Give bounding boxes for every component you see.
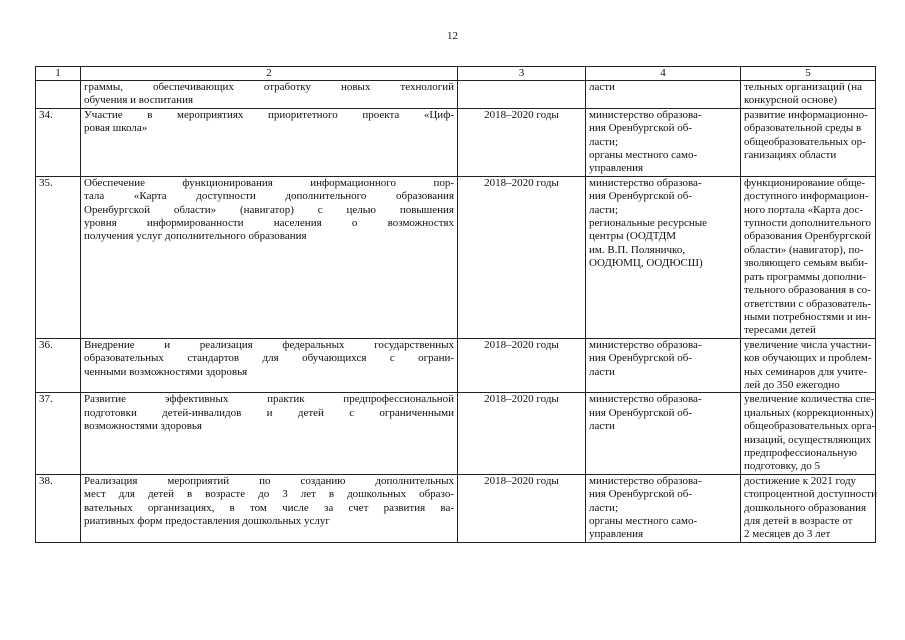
result-line: тельного образования в со- [744,284,871,297]
result-line: конкурсной основе) [744,94,837,107]
action-line: вательных организациях, в том числе за счет развития ва- [84,501,454,514]
table-row [36,474,876,542]
executors-line: органы местного само- [589,149,698,162]
result-line: области» (навигатор), по- [744,243,864,256]
result-line: ков обучающих и проблем- [744,352,872,365]
activity-cell [81,81,458,109]
action-line: образовательных стандартов для обучающихся с ограни- [84,352,454,365]
executors-cell [586,393,741,474]
action-line: тала «Карта доступности дополнительного образования [84,190,454,203]
executors-line: центры (ООДТДМ [589,230,677,243]
executors-line: ласти [589,81,615,93]
result-line: ганизациях области [744,149,837,162]
action-line: риативных форм предоставления дошкольных услуг [84,515,330,527]
table-row [36,81,876,109]
action-line: ченными возможностями здоровья [84,365,248,378]
executors-line: управления [589,528,644,541]
activity-cell [81,338,458,393]
result-line: ного портала «Карта дос- [744,203,864,216]
executors-line: ласти; [589,203,619,216]
executors-line: органы местного само- [589,515,698,527]
header-col-1: 1 [36,67,81,81]
header-col-3: 3 [458,67,586,81]
executors-line: ния Оренбургской об- [589,122,693,135]
action-line: Оренбургской области» (навигатор) с целью повышения [84,203,454,216]
result-line: рать программы дополни- [744,270,866,283]
executors-cell [586,176,741,338]
executors-line: им. В.П. Поляничко, [589,243,686,256]
executors-cell [586,108,741,176]
action-line: Реализация мероприятий по созданию дополнительных [84,474,454,487]
executors-line: ния Оренбургской об- [589,406,693,419]
result-cell [741,474,876,542]
action-plan-table [35,66,876,543]
activity-cell [81,393,458,474]
action-line: уровня информированности населения о возможностях [84,217,454,230]
action-line: граммы, обеспечивающих отработку новых технологий [84,81,454,93]
executors-line: министерство образова- [589,338,702,351]
executors-line: управления [589,162,644,175]
table-row [36,176,876,338]
action-line: подготовки детей-инвалидов и детей с ограниченными [84,406,454,419]
result-line: дошкольного образования [744,501,867,514]
period-cell: 2018–2020 годы [458,393,586,474]
result-cell [741,108,876,176]
action-line: мест для детей в возрасте до 3 лет в дошкольных образо- [84,488,454,501]
executors-cell [586,81,741,109]
action-line: Развитие эффективных практик предпрофессиональной [84,393,454,406]
executors-line: ласти; [589,501,619,514]
result-line: развитие информационно- [744,108,868,121]
header-col-2: 2 [81,67,458,81]
row-number: 37. [36,393,81,474]
result-line: 2 месяцев до 3 лет [744,528,831,541]
table-row [36,108,876,176]
executors-cell [586,474,741,542]
executors-line: ния Оренбургской об- [589,488,693,501]
result-line: стопроцентной доступности [744,488,877,501]
result-cell [741,338,876,393]
period-cell: 2018–2020 годы [458,338,586,393]
result-line: тельных организаций (на [744,81,862,93]
result-line: зволяющего семьям выби- [744,257,868,270]
row-number: 35. [36,176,81,338]
action-line: ровая школа» [84,122,148,135]
action-line: возможностями здоровья [84,420,202,433]
activity-cell [81,176,458,338]
result-line: предпрофессиональную [744,446,858,459]
result-line: низаций, осуществляющих [744,433,872,446]
action-line: Участие в мероприятиях приоритетного проекта «Циф- [84,108,454,121]
result-line: общеобразовательных ор- [744,135,866,148]
row-number: 36. [36,338,81,393]
period-cell: 2018–2020 годы [458,176,586,338]
result-line: достижение к 2021 году [744,474,857,487]
result-cell [741,176,876,338]
result-line: тересами детей [744,324,816,337]
result-line: общеобразовательных орга- [744,420,876,433]
action-line: Внедрение и реализация федеральных государственных [84,338,454,351]
executors-cell [586,338,741,393]
result-cell [741,81,876,109]
result-line: доступного информацион- [744,190,869,203]
header-row [36,67,876,81]
row-number: 34. [36,108,81,176]
period-cell: 2018–2020 годы [458,474,586,542]
result-line: тупности дополнительного [744,217,871,230]
executors-line: министерство образова- [589,474,702,487]
result-cell [741,393,876,474]
row-number [36,81,81,109]
header-col-4: 4 [586,67,741,81]
result-line: образовательной среды в [744,122,862,135]
result-line: ными потребностями и ин- [744,310,871,323]
executors-line: ласти [589,365,615,378]
result-line: ных семинаров для учите- [744,365,868,378]
table-row [36,393,876,474]
result-line: ответствии с образователь- [744,297,871,310]
table-row [36,338,876,393]
executors-line: ООДЮМЦ, ООДЮСШ) [589,257,703,270]
result-line: образования Оренбургской [744,230,871,243]
activity-cell [81,108,458,176]
executors-line: региональные ресурсные [589,217,707,230]
executors-line: министерство образова- [589,108,702,121]
result-line: функционирование обще- [744,176,866,189]
page-number: 12 [447,30,458,42]
executors-line: министерство образова- [589,393,702,406]
period-cell: 2018–2020 годы [458,108,586,176]
activity-cell [81,474,458,542]
executors-line: ласти; [589,135,619,148]
result-line: лей до 350 ежегодно [744,378,840,391]
executors-line: ласти [589,420,615,433]
header-col-5: 5 [741,67,876,81]
action-line: Обеспечение функционирования информационного пор- [84,176,454,189]
result-line: подготовку, до 5 [744,460,821,473]
action-line: обучения и воспитания [84,94,194,107]
executors-line: ния Оренбургской об- [589,190,693,203]
result-line: увеличение количества спе- [744,393,875,406]
executors-line: ния Оренбургской об- [589,352,693,365]
result-line: для детей в возрасте от [744,515,853,527]
result-line: увеличение числа участни- [744,338,872,351]
action-line: получения услуг дополнительного образования [84,230,307,243]
result-line: циальных (коррекционных) [744,406,874,419]
period-cell [458,81,586,109]
executors-line: министерство образова- [589,176,702,189]
row-number: 38. [36,474,81,542]
